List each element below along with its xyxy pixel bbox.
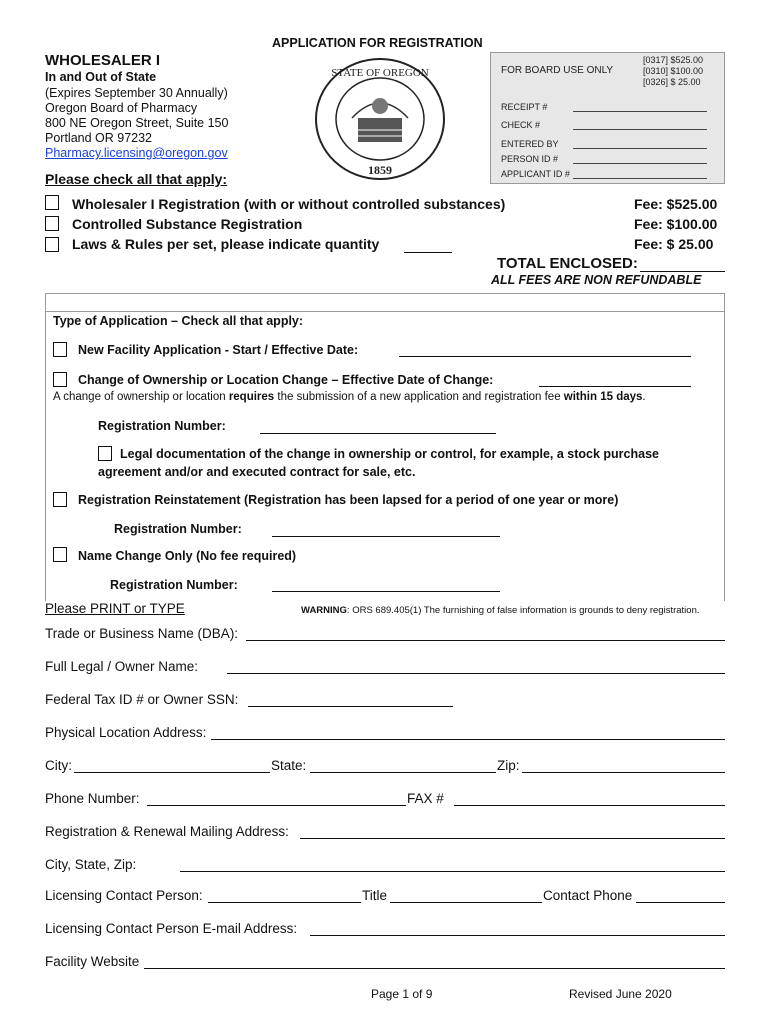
new-facility-checkbox[interactable] — [53, 342, 67, 357]
contact-field[interactable] — [208, 902, 361, 903]
name-change-checkbox[interactable] — [53, 547, 67, 562]
wholesaler-label: Wholesaler I Registration (with or without controlled substances) — [72, 196, 506, 212]
email-link[interactable]: Pharmacy.licensing@oregon.gov — [45, 146, 228, 160]
city-field[interactable] — [74, 772, 270, 773]
reg-number-field[interactable] — [260, 433, 496, 434]
reinstatement-reg-number-field[interactable] — [272, 536, 500, 537]
seal-text: STATE OF OREGON — [331, 67, 429, 79]
legal-doc-checkbox[interactable] — [98, 446, 112, 461]
address-field[interactable] — [211, 739, 725, 740]
check-all-heading: Please check all that apply: — [45, 171, 228, 187]
legal-doc-label: Legal documentation of the change in ownership or control, for example, a stock purchase — [120, 447, 659, 461]
board-use-label: FOR BOARD USE ONLY — [501, 65, 614, 76]
check-label: CHECK # — [501, 120, 541, 130]
quantity-field[interactable] — [404, 252, 452, 253]
change-note: A change of ownership or location requires the submission of a new application and registration fee within 15 days. — [53, 391, 646, 403]
title-label: Title — [362, 888, 388, 903]
form-title: APPLICATION FOR REGISTRATION — [272, 36, 483, 50]
controlled-substance-checkbox[interactable] — [45, 216, 59, 231]
name-change-reg-number-field[interactable] — [272, 591, 500, 592]
laws-rules-checkbox[interactable] — [45, 237, 59, 252]
owner-field[interactable] — [227, 673, 725, 674]
name-change-label: Name Change Only (No fee required) — [78, 549, 297, 563]
dba-field[interactable] — [246, 640, 725, 641]
expires-note: (Expires September 30 Annually) — [45, 86, 228, 100]
street-address: 800 NE Oregon Street, Suite 150 — [45, 116, 229, 130]
oregon-seal-icon — [312, 56, 448, 182]
print-type-note: Please PRINT or TYPE — [45, 601, 185, 616]
app-type-header: Type of Application – Check all that apply: — [53, 314, 304, 328]
mailing-label: Registration & Renewal Mailing Address: — [45, 824, 289, 839]
contact-phone-field[interactable] — [636, 902, 725, 903]
reg-number-label: Registration Number: — [114, 522, 242, 536]
website-label: Facility Website — [45, 954, 140, 969]
change-ownership-label: Change of Ownership or Location Change – Effective Date of Change: — [78, 373, 494, 387]
person-id-label: PERSON ID # — [501, 154, 559, 164]
fax-field[interactable] — [454, 805, 725, 806]
tax-id-label: Federal Tax ID # or Owner SSN: — [45, 692, 239, 707]
dba-label: Trade or Business Name (DBA): — [45, 626, 239, 641]
fee-code: [0310] $100.00 — [643, 66, 704, 76]
mailing-field[interactable] — [300, 838, 725, 839]
owner-label: Full Legal / Owner Name: — [45, 659, 199, 674]
state-field[interactable] — [310, 772, 496, 773]
seal-year: 1859 — [368, 163, 392, 177]
reinstatement-label: Registration Reinstatement (Registration has been lapsed for a period of one year or more) — [78, 493, 619, 507]
change-ownership-checkbox[interactable] — [53, 372, 67, 387]
category-heading: WHOLESALER I — [45, 52, 160, 69]
new-facility-label: New Facility Application - Start / Effective Date: — [78, 343, 359, 357]
nonrefundable-note: ALL FEES ARE NON REFUNDABLE — [491, 273, 702, 287]
page-number: Page 1 of 9 — [371, 987, 433, 1001]
fee-code: [0317] $525.00 — [643, 55, 704, 65]
revised-date: Revised June 2020 — [569, 987, 672, 1001]
zip-field[interactable] — [522, 772, 725, 773]
applicant-id-label: APPLICANT ID # — [501, 169, 570, 179]
city-state-zip-label: City, State, Zip: — [45, 857, 137, 872]
total-label: TOTAL ENCLOSED: — [497, 255, 638, 272]
address-label: Physical Location Address: — [45, 725, 207, 740]
wholesaler-fee: Fee: $525.00 — [634, 196, 718, 212]
city-label: City: — [45, 758, 72, 773]
reg-number-label: Registration Number: — [98, 419, 226, 433]
receipt-label: RECEIPT # — [501, 102, 548, 112]
total-field[interactable] — [640, 271, 725, 272]
controlled-substance-label: Controlled Substance Registration — [72, 216, 303, 232]
laws-rules-label: Laws & Rules per set, please indicate quantity — [72, 236, 380, 252]
fee-code: [0326] $ 25.00 — [643, 77, 701, 87]
laws-rules-fee: Fee: $ 25.00 — [634, 236, 714, 252]
legal-doc-label-2: agreement and/or and executed contract for sale, etc. — [98, 465, 416, 479]
contact-email-field[interactable] — [310, 935, 725, 936]
board-use-box — [490, 52, 725, 184]
reg-number-label: Registration Number: — [110, 578, 238, 592]
org-name: Oregon Board of Pharmacy — [45, 101, 198, 115]
city-state-zip-field[interactable] — [180, 871, 725, 872]
website-field[interactable] — [144, 968, 725, 969]
controlled-substance-fee: Fee: $100.00 — [634, 216, 718, 232]
contact-label: Licensing Contact Person: — [45, 888, 203, 903]
state-label: State: — [271, 758, 307, 773]
change-date-field[interactable] — [539, 386, 691, 387]
city-address: Portland OR 97232 — [45, 131, 153, 145]
phone-field[interactable] — [147, 805, 406, 806]
phone-label: Phone Number: — [45, 791, 140, 806]
contact-email-label: Licensing Contact Person E-mail Address: — [45, 921, 298, 936]
warning-note: WARNING: ORS 689.405(1) The furnishing of false information is grounds to deny registration. — [301, 605, 700, 616]
contact-phone-label: Contact Phone — [543, 888, 633, 903]
entered-by-label: ENTERED BY — [501, 139, 559, 149]
zip-label: Zip: — [497, 758, 520, 773]
subtitle: In and Out of State — [45, 70, 157, 84]
start-date-field[interactable] — [399, 356, 691, 357]
wholesaler-checkbox[interactable] — [45, 195, 59, 210]
fax-label: FAX # — [407, 791, 444, 806]
reinstatement-checkbox[interactable] — [53, 492, 67, 507]
tax-id-field[interactable] — [248, 706, 453, 707]
title-field[interactable] — [390, 902, 542, 903]
